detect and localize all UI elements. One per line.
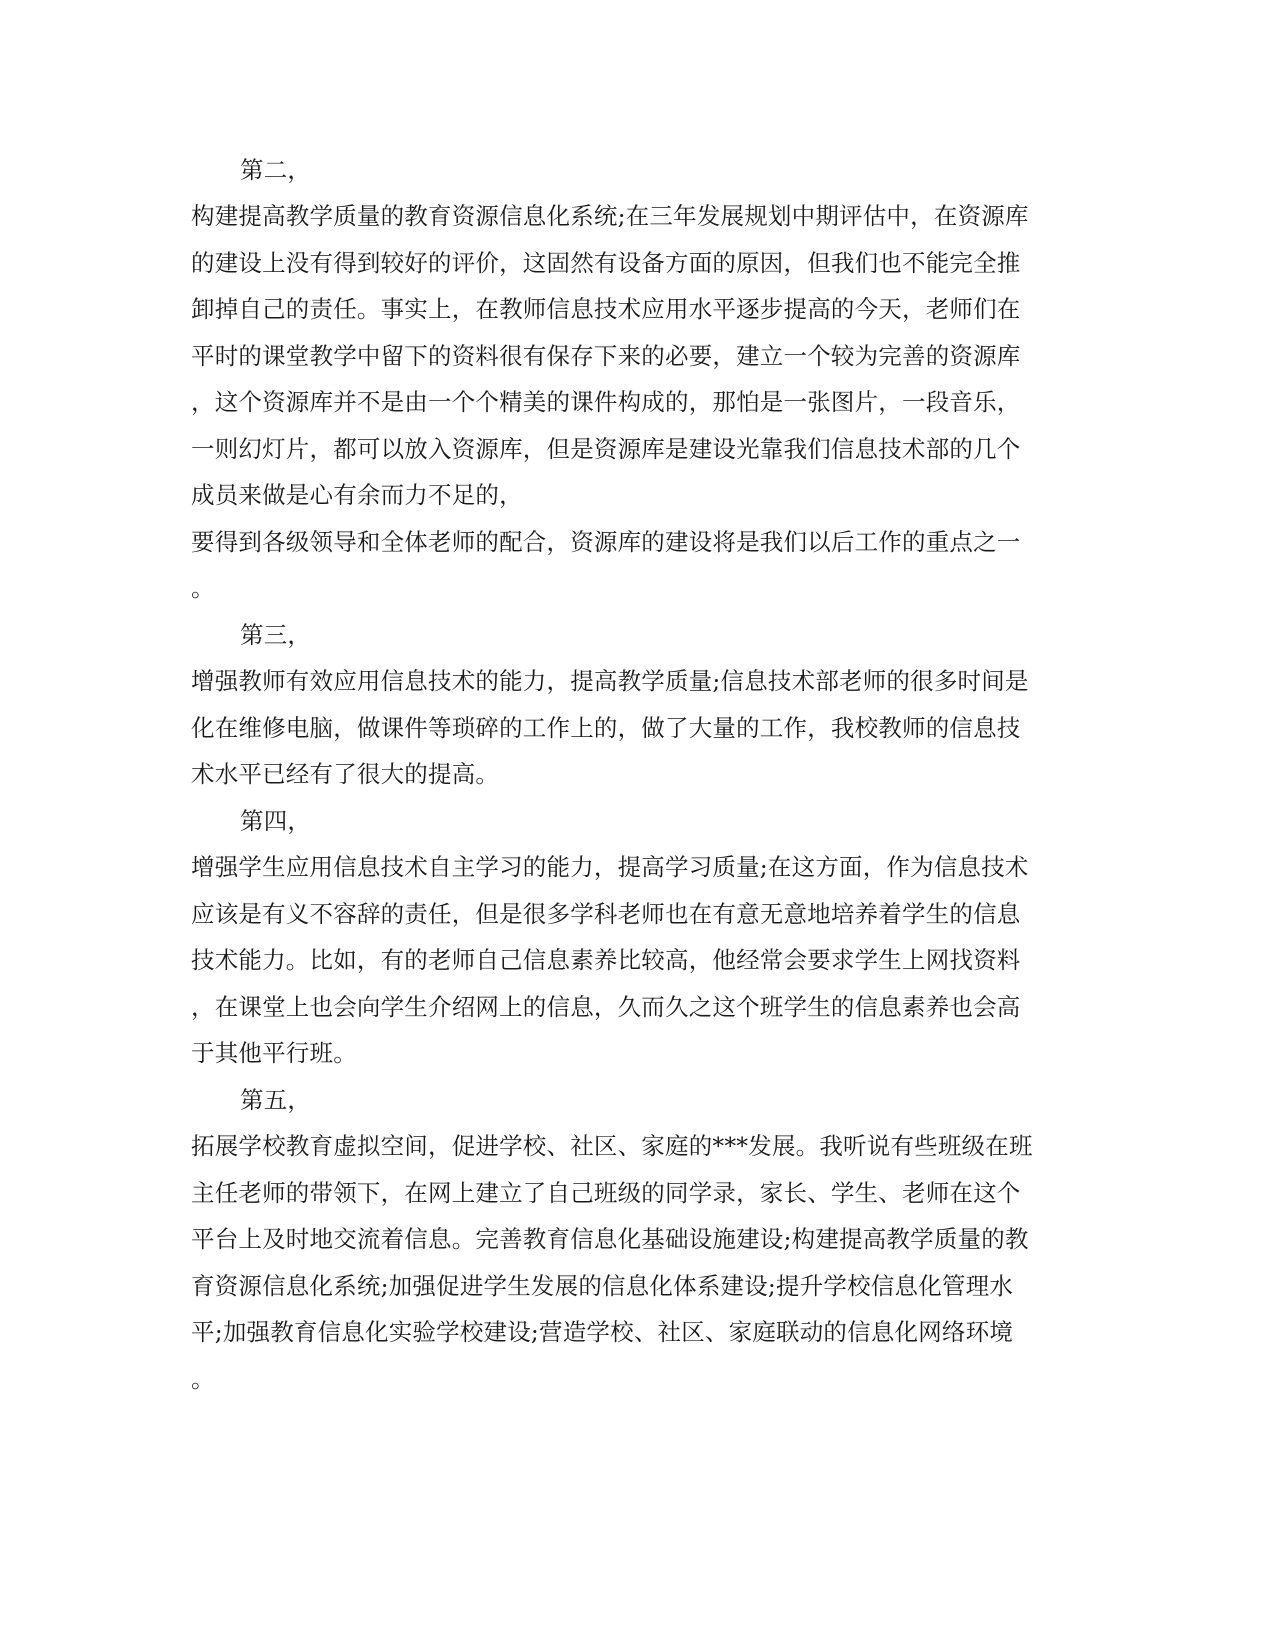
paragraph-line: 增强教师有效应用信息技术的能力，提高教学质量;信息技术部老师的很多时间是: [191, 667, 1029, 695]
paragraph-line: ，这个资源库并不是由一个个精美的课件构成的，那怕是一张图片，一段音乐，: [191, 388, 1021, 416]
section-heading: 第五，: [240, 1086, 312, 1114]
paragraph-line: 主任老师的带领下，在网上建立了自己班级的同学录，家长、学生、老师在这个: [191, 1179, 1021, 1207]
paragraph-line: 。: [191, 574, 215, 602]
paragraph-line: 术水平已经有了很大的提高。: [191, 760, 500, 788]
paragraph-line: 化在维修电脑，做课件等琐碎的工作上的，做了大量的工作，我校教师的信息技: [191, 714, 1021, 742]
paragraph-line: 成员来做是心有余而力不足的，: [191, 481, 523, 509]
paragraph-line: 一则幻灯片，都可以放入资源库，但是资源库是建设光靠我们信息技术部的几个: [191, 435, 1021, 463]
section-heading: 第四，: [240, 807, 312, 835]
paragraph-line: 应该是有义不容辞的责任，但是很多学科老师也在有意无意地培养着学生的信息: [191, 900, 1021, 928]
paragraph-line: 卸掉自己的责任。事实上，在教师信息技术应用水平逐步提高的今天，老师们在: [191, 295, 1021, 323]
paragraph-line: 的建设上没有得到较好的评价，这固然有设备方面的原因，但我们也不能完全推: [191, 249, 1021, 277]
paragraph-line: 平;加强教育信息化实验学校建设;营造学校、社区、家庭联动的信息化网络环境: [191, 1318, 1014, 1346]
paragraph-line: 平台上及时地交流着信息。完善教育信息化基础设施建设;构建提高教学质量的教: [191, 1225, 1029, 1253]
paragraph-line: 拓展学校教育虚拟空间，促进学校、社区、家庭的***发展。我听说有些班级在班: [191, 1132, 1033, 1160]
paragraph-line: 技术能力。比如，有的老师自己信息素养比较高，他经常会要求学生上网找资料: [191, 946, 1021, 974]
paragraph-line: 要得到各级领导和全体老师的配合，资源库的建设将是我们以后工作的重点之一: [191, 528, 1021, 556]
paragraph-line: 。: [191, 1365, 215, 1393]
paragraph-line: ，在课堂上也会向学生介绍网上的信息，久而久之这个班学生的信息素养也会高: [191, 993, 1021, 1021]
paragraph-line: 构建提高教学质量的教育资源信息化系统;在三年发展规划中期评估中，在资源库: [191, 202, 1029, 230]
section-heading: 第二，: [240, 156, 312, 184]
section-heading: 第三，: [240, 621, 312, 649]
paragraph-line: 育资源信息化系统;加强促进学生发展的信息化体系建设;提升学校信息化管理水: [191, 1272, 1014, 1300]
paragraph-line: 于其他平行班。: [191, 1039, 357, 1067]
paragraph-line: 增强学生应用信息技术自主学习的能力，提高学习质量;在这方面，作为信息技术: [191, 853, 1029, 881]
paragraph-line: 平时的课堂教学中留下的资料很有保存下来的必要，建立一个较为完善的资源库: [191, 342, 1021, 370]
